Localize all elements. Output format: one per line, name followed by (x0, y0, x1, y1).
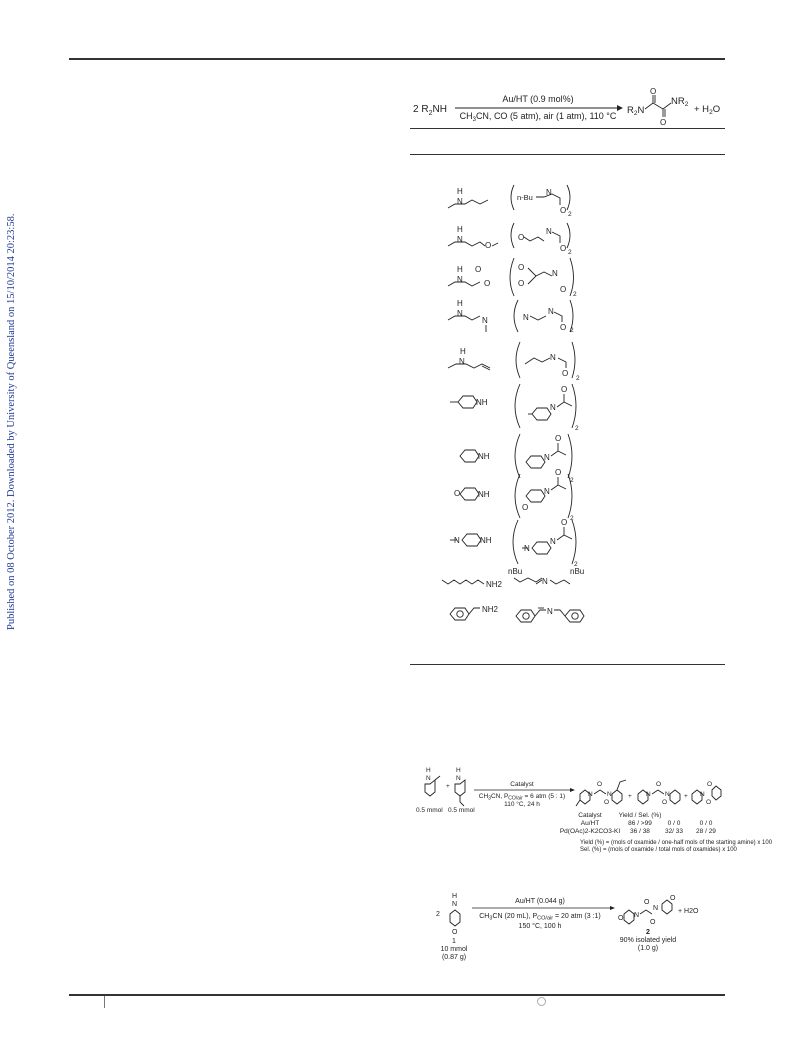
svg-text:CH3CN, PCO/air = 6 atm (5 : 1): $CH_3CN$, $P_{CO/air} = 6$ atm (5 : 1) (478, 793, 566, 802)
svg-text:(0.87 g): (0.87 g) (441, 954, 467, 961)
scheme1-product-right: $NR_2$ (671, 96, 689, 108)
svg-text:Catalyst: Catalyst (578, 812, 602, 819)
svg-text:H: H (426, 767, 431, 774)
header-rule (69, 58, 725, 60)
svg-text:H: H (457, 265, 463, 274)
svg-text:N: N (546, 188, 552, 197)
svg-text:NH: NH (480, 536, 492, 545)
reactant-3-ethylpiperidine (455, 767, 465, 806)
table-bottom-rule (410, 664, 725, 665)
footer-circle-icon (537, 997, 546, 1006)
scheme1-catalyst: Au/HT (0.9 mol%) (502, 94, 574, 104)
svg-text:N: N (653, 905, 659, 912)
svg-text:Yield / Sel. (%): Yield / Sel. (%) (618, 812, 662, 819)
svg-text:O: O (555, 434, 562, 443)
svg-text:NH: NH (478, 490, 490, 499)
svg-text:Au/HT (0.044 g): Au/HT (0.044 g) (515, 898, 565, 905)
table-row (454, 468, 574, 522)
download-notice (4, 200, 24, 630)
svg-text:O: O (660, 118, 667, 127)
svg-text:36 / 38: 36 / 38 (630, 828, 650, 835)
svg-text:N: N (456, 775, 461, 782)
scheme3-reaction (410, 890, 725, 985)
svg-text:2: 2 (436, 911, 440, 918)
svg-text:0 / 0: 0 / 0 (667, 820, 681, 827)
svg-text:H: H (456, 767, 461, 774)
svg-text:N: N (457, 275, 463, 284)
svg-text:90% isolated yield: 90% isolated yield (619, 937, 677, 944)
svg-text:+: + (628, 793, 632, 800)
svg-text:n-Bu: n-Bu (517, 193, 533, 202)
svg-text:O: O (644, 899, 650, 906)
svg-text:N: N (665, 791, 670, 798)
svg-text:N: N (454, 536, 460, 545)
scheme1-product-left: $R_2N$ (627, 105, 645, 117)
svg-text:Catalyst: Catalyst (510, 781, 534, 788)
svg-text:O: O (670, 895, 676, 902)
table-row (450, 384, 579, 432)
scheme1-conditions: $CH_3CN$, CO (5 atm), air (1 atm), 110 °C (459, 111, 617, 123)
svg-text:H: H (457, 299, 463, 308)
svg-text:N: N (552, 269, 558, 278)
svg-text:N: N (457, 309, 463, 318)
svg-text:2: 2 (568, 211, 572, 218)
svg-text:N: N (542, 577, 548, 586)
table-row (448, 223, 572, 256)
table-row (448, 342, 580, 382)
table-row (448, 299, 574, 334)
oxamide-product-2 (618, 895, 676, 926)
table-row (442, 567, 584, 589)
svg-text:O: O (604, 799, 610, 806)
svg-text:O: O (475, 265, 482, 274)
svg-text:Au/HT: Au/HT (580, 820, 600, 827)
svg-text:+: + (684, 793, 688, 800)
svg-text:N: N (700, 791, 705, 798)
svg-text:O: O (650, 919, 656, 926)
svg-text:NH: NH (476, 398, 488, 407)
svg-text:N: N (459, 357, 465, 366)
svg-text:2: 2 (570, 327, 574, 334)
svg-text:O: O (561, 385, 568, 394)
svg-text:N: N (550, 403, 556, 412)
svg-text:1: 1 (452, 938, 456, 945)
svg-text:NH: NH (478, 452, 490, 461)
table-top-rule (410, 128, 725, 129)
svg-text:Sel. (%) = (mols of oxamide /: Sel. (%) = (mols of oxamide / total mols of oxamides) x 100 (580, 847, 737, 853)
svg-text:N: N (634, 912, 640, 919)
svg-text:O: O (485, 241, 492, 250)
svg-text:H: H (457, 225, 463, 234)
svg-text:H: H (457, 187, 463, 196)
svg-text:N: N (607, 791, 612, 798)
svg-text:O: O (650, 87, 657, 96)
svg-text:32/ 33: 32/ 33 (664, 828, 684, 835)
svg-text:N: N (588, 791, 593, 798)
svg-text:28 / 29: 28 / 29 (696, 828, 716, 835)
table-row (450, 518, 578, 568)
svg-text:N: N (548, 307, 554, 316)
svg-text:nBu: nBu (570, 567, 585, 576)
svg-text:O: O (518, 279, 525, 288)
svg-text:O: O (560, 323, 567, 332)
morpholine-structure (450, 893, 460, 936)
svg-text:2: 2 (646, 929, 650, 936)
svg-text:H: H (452, 893, 458, 900)
svg-text:O: O (662, 799, 668, 806)
svg-text:NH2: NH2 (486, 580, 503, 589)
svg-text:O: O (561, 518, 568, 527)
download-notice-text[interactable]: Published on 08 October 2012. Downloaded by University of Queensland on 15/10/2014 20:23:58. (6, 213, 17, 630)
svg-text:NH2: NH2 (482, 605, 499, 614)
svg-text:N: N (426, 775, 431, 782)
svg-text:N: N (523, 313, 529, 322)
svg-text:CH3CN (20 mL), PCO/air = 20 at: $CH_3CN$ (20 mL), $P_{CO/air} = 20$ atm (3 :1) (479, 913, 601, 922)
svg-text:O: O (484, 279, 491, 288)
svg-text:2: 2 (570, 515, 574, 522)
product-homo-2 (692, 781, 721, 806)
scheme1-reactant: 2 $R_2NH$ (413, 104, 447, 117)
svg-text:N: N (457, 235, 463, 244)
svg-text:(1.0 g): (1.0 g) (637, 945, 659, 952)
scheme1-reaction (405, 88, 725, 128)
table-row (450, 605, 584, 622)
svg-text:H: H (460, 347, 466, 356)
svg-text:O: O (707, 781, 713, 788)
svg-text:O: O (518, 233, 525, 242)
table-row (448, 185, 572, 218)
svg-text:2: 2 (575, 425, 579, 432)
svg-text:110 °C, 24 h: 110 °C, 24 h (504, 801, 540, 808)
svg-text:+ H2O: + H2O (678, 908, 699, 915)
svg-text:N: N (452, 901, 458, 908)
table-header-rule (410, 154, 725, 155)
svg-text:2: 2 (576, 375, 580, 382)
svg-text:O: O (562, 369, 569, 378)
svg-text:N: N (482, 316, 488, 325)
svg-text:2: 2 (573, 291, 577, 298)
svg-text:O: O (618, 915, 624, 922)
svg-text:O: O (454, 489, 461, 498)
svg-text:O: O (452, 929, 458, 936)
svg-text:O: O (560, 244, 567, 253)
reactant-2-methylpiperidine (425, 767, 440, 796)
footer-rule (69, 994, 725, 996)
svg-text:2: 2 (574, 561, 578, 568)
svg-text:2: 2 (570, 477, 574, 484)
svg-text:O: O (560, 285, 567, 294)
svg-text:86 / >99: 86 / >99 (628, 820, 652, 827)
svg-text:N: N (544, 487, 550, 496)
svg-text:O: O (518, 263, 525, 272)
svg-text:N: N (546, 227, 552, 236)
svg-text:O: O (706, 799, 712, 806)
svg-text:N: N (524, 544, 530, 553)
svg-text:N: N (457, 197, 463, 206)
table-row (448, 258, 577, 298)
svg-text:nBu: nBu (508, 567, 523, 576)
scheme2-reaction (410, 760, 773, 860)
svg-text:N: N (646, 791, 651, 798)
svg-text:10 mmol: 10 mmol (440, 946, 468, 953)
product-homo-1 (638, 781, 680, 806)
footer-tick (104, 996, 105, 1008)
svg-text:O: O (597, 781, 603, 788)
svg-text:+: + (446, 783, 450, 790)
product-cross (576, 780, 626, 806)
svg-text:Pd(OAc)2-K2CO3-KI: Pd(OAc)2-K2CO3-KI (559, 828, 621, 835)
amine-table (410, 180, 725, 620)
svg-text:0.5 mmol: 0.5 mmol (448, 807, 475, 814)
svg-text:O: O (656, 781, 662, 788)
svg-text:Yield (%) = (mols of oxamide /: Yield (%) = (mols of oxamide / one-half mols of the starting amine) x 100 (580, 840, 773, 846)
svg-text:N: N (547, 607, 553, 616)
svg-text:150 °C, 100 h: 150 °C, 100 h (518, 923, 562, 930)
svg-text:N: N (550, 537, 556, 546)
svg-text:0 / 0: 0 / 0 (699, 820, 713, 827)
scheme1-byproduct: + $H_2O$ (694, 104, 721, 116)
svg-text:O: O (522, 503, 529, 512)
svg-text:2: 2 (568, 249, 572, 256)
svg-text:0.5 mmol: 0.5 mmol (416, 807, 443, 814)
svg-text:N: N (550, 353, 556, 362)
svg-text:O: O (555, 468, 562, 477)
svg-text:N: N (544, 453, 550, 462)
svg-text:O: O (560, 206, 567, 215)
